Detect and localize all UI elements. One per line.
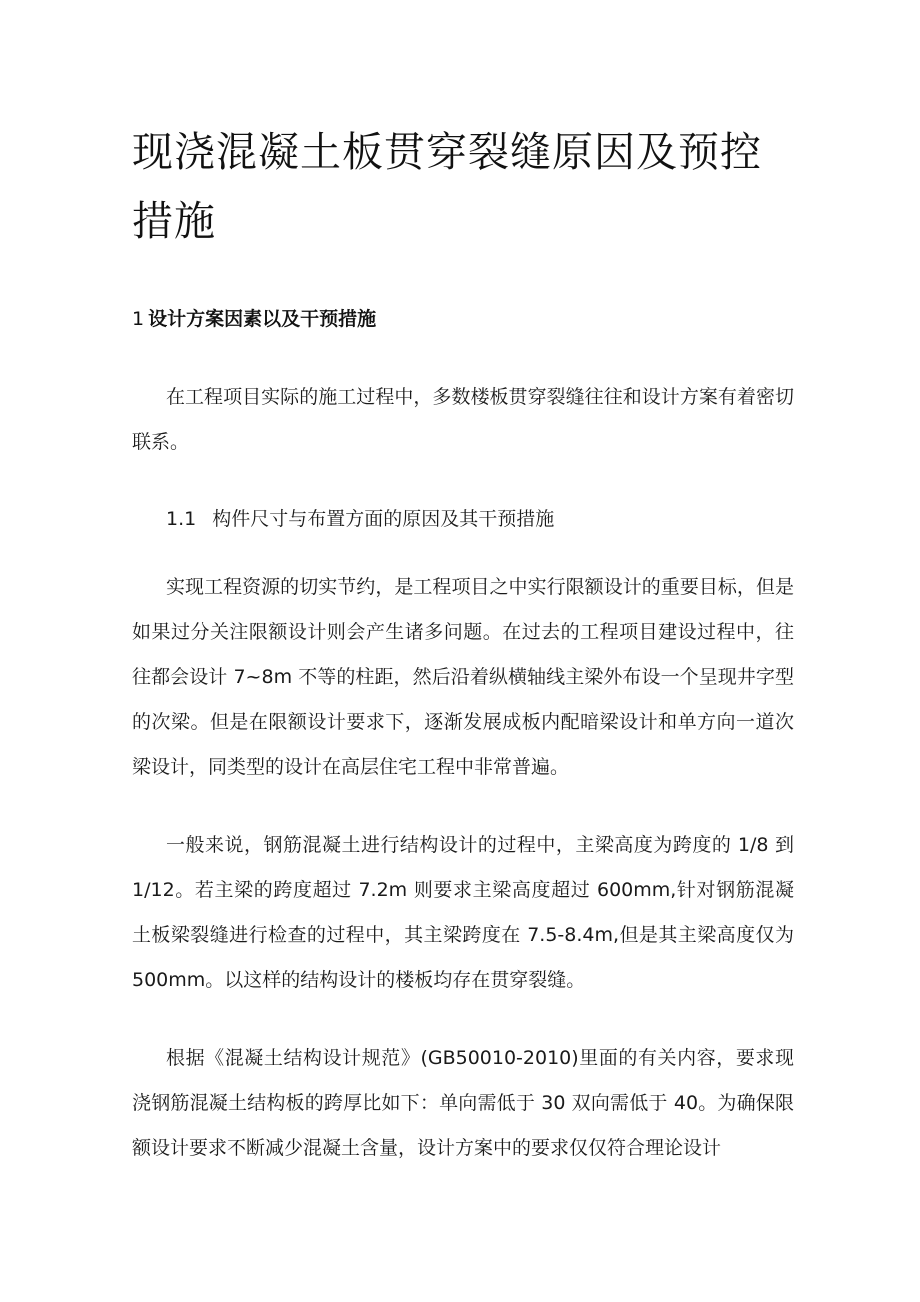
document-title: 现浇混凝土板贯穿裂缝原因及预控措施 [132,128,762,245]
section-number: 1 [132,308,145,330]
section-title: 设计方案因素以及干预措施 [148,308,377,330]
subsection-heading-1-1 [166,504,554,534]
paragraph-code-requirement: 根据《混凝土结构设计规范》(GB50010-2010)里面的有关内容，要求现浇钢筋混凝土结构板的跨厚比如下：单向需低于 30 双向需低于 40。为确保限额设计要求不断减少混凝土含量，设计方案中的要求仅仅符合理论设计 [132,1047,794,1159]
paragraph-beam-height: 一般来说，钢筋混凝土进行结构设计的过程中，主梁高度为跨度的 1/8 到 1/12。若主梁的跨度超过 7.2m 则要求主梁高度超过 600mm,针对钢筋混凝土板梁裂缝进行检查的过程中，其主梁跨度在 7.5-8.4m,但是其主梁高度仅为 500mm。以这样的结构设计的楼板均存在贯穿裂缝。 [132,834,794,991]
paragraph-resource-saving: 实现工程资源的切实节约，是工程项目之中实行限额设计的重要目标，但是如果过分关注限额设计则会产生诸多问题。在过去的工程项目建设过程中，往往都会设计 7~8m 不等的柱距，然后沿着纵横轴线主梁外布设一个呈现井字型的次梁。但是在限额设计要求下，逐渐发展成板内配暗梁设计和单方向一道次梁设计，同类型的设计在高层住宅工程中非常普遍。 [132,576,794,778]
paragraph-intro: 在工程项目实际的施工过程中，多数楼板贯穿裂缝往往和设计方案有着密切联系。 [132,386,794,453]
subsection-title: 构件尺寸与布置方面的原因及其干预措施 [212,508,555,530]
section-heading-1 [132,304,376,334]
subsection-number: 1.1 [166,508,197,530]
